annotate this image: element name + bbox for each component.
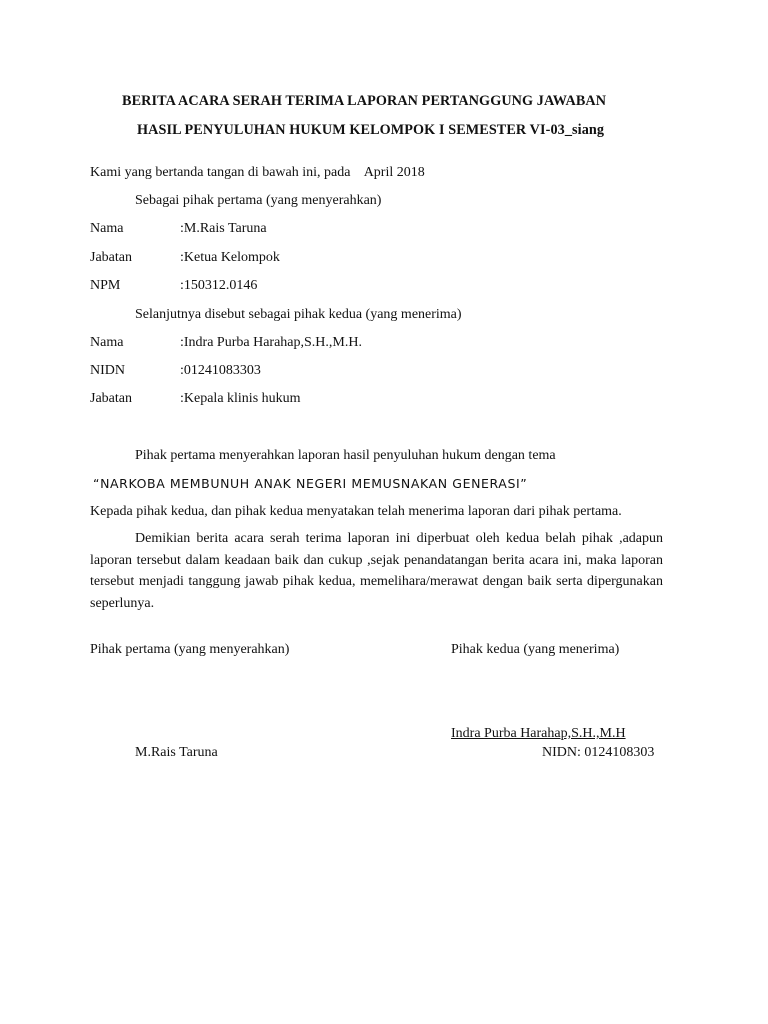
second-party-name-label: Nama	[90, 335, 124, 350]
second-party-position-label: Jabatan	[90, 391, 132, 406]
second-party-nidn-value: :01241083303	[180, 363, 261, 378]
closing-paragraph-text: Demikian berita acara serah terima laporan ini diperbuat oleh kedua belah pihak ,adapun laporan tersebut dalam keadaan baik dan cukup ,sejak penandatangan berita acara ini, maka laporan tersebut menjadi tanggung jawab pihak kedua, memelihara/merawat dengan baik serta dipergunakan seperlunya.	[90, 531, 663, 611]
first-party-signature-label: Pihak pertama (yang menyerahkan)	[90, 642, 290, 657]
first-party-npm-value: :150312.0146	[180, 278, 258, 293]
intro-line: Kami yang bertanda tangan di bawah ini, pada April 2018	[90, 165, 425, 180]
first-party-npm-label: NPM	[90, 278, 121, 293]
second-party-position-value: :Kepala klinis hukum	[180, 391, 301, 406]
title-line-1: BERITA ACARA SERAH TERIMA LAPORAN PERTANGGUNG JAWABAN	[122, 93, 607, 109]
title-line-2: HASIL PENYULUHAN HUKUM KELOMPOK I SEMESTER VI-03_siang	[137, 122, 605, 138]
second-party-nidn-label: NIDN	[90, 363, 125, 378]
report-theme: “NARKOBA MEMBUNUH ANAK NEGERI MEMUSNAKAN GENERASI”	[93, 476, 528, 491]
acceptance-statement: Kepada pihak kedua, dan pihak kedua menyatakan telah menerima laporan dari pihak pertama.	[90, 504, 622, 519]
second-party-name-value: :Indra Purba Harahap,S.H.,M.H.	[180, 335, 362, 350]
first-party-position-label: Jabatan	[90, 250, 132, 265]
first-party-signature-name: M.Rais Taruna	[135, 745, 218, 760]
first-party-name-value: :M.Rais Taruna	[180, 221, 267, 236]
first-party-position-value: :Ketua Kelompok	[180, 250, 280, 265]
second-party-signature-label: Pihak kedua (yang menerima)	[451, 642, 620, 657]
closing-paragraph	[90, 528, 663, 614]
second-party-signature-id: NIDN: 0124108303	[542, 745, 655, 760]
first-party-heading: Sebagai pihak pertama (yang menyerahkan)	[135, 193, 382, 208]
first-party-name-label: Nama	[90, 221, 124, 236]
second-party-signature-name: Indra Purba Harahap,S.H.,M.H	[451, 726, 626, 741]
handover-statement: Pihak pertama menyerahkan laporan hasil penyuluhan hukum dengan tema	[135, 448, 556, 463]
second-party-heading: Selanjutnya disebut sebagai pihak kedua (yang menerima)	[135, 307, 462, 322]
